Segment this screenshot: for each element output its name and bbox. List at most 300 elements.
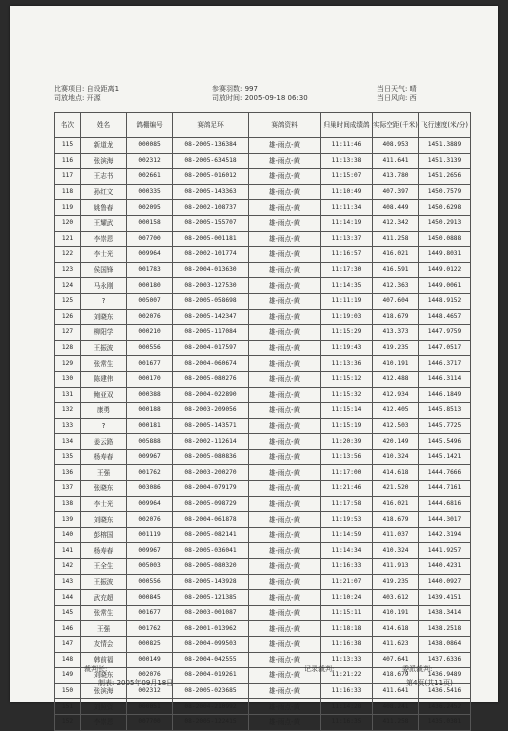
loft-id-cell: 000180 [127, 278, 173, 294]
arrival-time-cell: 11:10:24 [321, 590, 373, 606]
weather-value: 晴 [409, 85, 417, 93]
distance-cell: 420.149 [373, 434, 419, 450]
table-row [55, 418, 471, 434]
name-cell: 彭榕国 [81, 527, 127, 543]
rank-cell: 150 [55, 683, 81, 699]
distance-cell: 411.037 [373, 527, 419, 543]
speed-cell: 1436.9489 [419, 668, 471, 684]
table-row [55, 714, 471, 730]
table-row [55, 512, 471, 528]
speed-cell: 1450.0888 [419, 231, 471, 247]
loft-id-cell: 000335 [127, 184, 173, 200]
table-row [55, 403, 471, 419]
ring-cell: 08-2005-143928 [173, 574, 249, 590]
bird-info-cell: 雄-雨点-黄 [249, 153, 321, 169]
distance-cell: 413.373 [373, 325, 419, 341]
made-by [98, 678, 173, 688]
rank-cell: 152 [55, 714, 81, 730]
bird-info-cell: 雄-雨点-黄 [249, 325, 321, 341]
loft-id-cell: 000170 [127, 371, 173, 387]
bird-info-cell: 雄-雨点-黄 [249, 293, 321, 309]
arrival-time-cell: 11:15:07 [321, 169, 373, 185]
rank-cell: 149 [55, 668, 81, 684]
loft-id-cell: 000210 [127, 325, 173, 341]
ring-cell: 08-2002-112614 [173, 434, 249, 450]
loft-id-cell: 001762 [127, 621, 173, 637]
table-row [55, 699, 471, 715]
bird-info-cell: 雄-雨点-黄 [249, 403, 321, 419]
rank-cell: 136 [55, 465, 81, 481]
event-value: 自设距离1 [86, 85, 120, 93]
rank-cell: 133 [55, 418, 81, 434]
arrival-time-cell: 11:16:33 [321, 683, 373, 699]
table-row [55, 138, 471, 154]
name-cell: 杨寿春 [81, 543, 127, 559]
bird-info-cell: 雄-雨点-黄 [249, 434, 321, 450]
rank-cell: 137 [55, 481, 81, 497]
distance-cell: 412.488 [373, 371, 419, 387]
distance-cell: 410.191 [373, 605, 419, 621]
ring-cell: 08-2005-122415 [173, 714, 249, 730]
distance-cell: 414.618 [373, 621, 419, 637]
release-place-label: 司放地点: [54, 94, 85, 102]
loft-id-cell: 000181 [127, 418, 173, 434]
ring-cell: 08-2002-101774 [173, 247, 249, 263]
name-cell: 刘照资 [81, 699, 127, 715]
rank-cell: 148 [55, 652, 81, 668]
ring-cell: 08-2005-001181 [173, 231, 249, 247]
name-cell: 李崇恩 [81, 231, 127, 247]
arrival-time-cell: 11:11:46 [321, 138, 373, 154]
arrival-time-cell: 11:15:29 [321, 325, 373, 341]
ring-cell: 08-2005-080836 [173, 449, 249, 465]
arrival-time-cell: 11:20:39 [321, 434, 373, 450]
column-header: 赛鸽资料 [249, 113, 321, 138]
rank-cell: 119 [55, 200, 81, 216]
speed-cell: 1449.0061 [419, 278, 471, 294]
ring-cell: 08-2003-200270 [173, 465, 249, 481]
arrival-time-cell: 11:13:56 [321, 449, 373, 465]
column-header: 姓名 [81, 113, 127, 138]
table-row [55, 496, 471, 512]
rank-cell: 120 [55, 215, 81, 231]
ring-cell: 08-2005-082141 [173, 527, 249, 543]
speed-cell: 1445.5496 [419, 434, 471, 450]
loft-id-cell: 000051 [127, 699, 173, 715]
name-cell: 陈建伟 [81, 371, 127, 387]
speed-cell: 1444.7161 [419, 481, 471, 497]
table-body [55, 138, 471, 731]
ring-cell: 08-2005-136384 [173, 138, 249, 154]
results-sheet [10, 6, 498, 727]
bird-info-cell: 雄-雨点-黄 [249, 449, 321, 465]
name-cell: 王振波 [81, 574, 127, 590]
distance-cell: 412.363 [373, 278, 419, 294]
arrival-time-cell: 11:17:58 [321, 496, 373, 512]
speed-cell: 1436.2452 [419, 699, 471, 715]
speed-cell: 1448.4657 [419, 309, 471, 325]
rank-cell: 142 [55, 559, 81, 575]
ring-cell: 08-2005-023685 [173, 683, 249, 699]
ring-cell: 08-2004-061878 [173, 512, 249, 528]
ring-cell: 08-2004-210992 [173, 699, 249, 715]
name-cell: 刘晓东 [81, 512, 127, 528]
arrival-time-cell: 11:19:03 [321, 309, 373, 325]
loft-id-cell: 002076 [127, 512, 173, 528]
table-row [55, 574, 471, 590]
rank-cell: 134 [55, 434, 81, 450]
speed-cell: 1440.0927 [419, 574, 471, 590]
table-row [55, 325, 471, 341]
rank-cell: 141 [55, 543, 81, 559]
table-row [55, 605, 471, 621]
name-cell: 杨寿春 [81, 449, 127, 465]
speed-cell: 1444.3017 [419, 512, 471, 528]
distance-cell: 411.258 [373, 714, 419, 730]
table-row [55, 293, 471, 309]
name-cell: 张常生 [81, 605, 127, 621]
arrival-time-cell: 11:19:53 [321, 512, 373, 528]
ring-cell: 08-2005-142347 [173, 309, 249, 325]
name-cell: 孙红文 [81, 184, 127, 200]
loft-id-cell: 009964 [127, 247, 173, 263]
name-cell: 张滨海 [81, 683, 127, 699]
loft-id-cell: 000158 [127, 215, 173, 231]
ring-cell: 08-2005-058698 [173, 293, 249, 309]
loft-id-cell: 005007 [127, 293, 173, 309]
release-time-value: 2005-09-18 06:30 [244, 94, 308, 102]
table-row [55, 215, 471, 231]
loft-id-cell: 000845 [127, 590, 173, 606]
arrival-time-cell: 11:16:35 [321, 714, 373, 730]
table-row [55, 309, 471, 325]
speed-cell: 1435.0381 [419, 714, 471, 730]
ring-cell: 08-2005-117084 [173, 325, 249, 341]
table-row [55, 543, 471, 559]
speed-cell: 1441.9257 [419, 543, 471, 559]
release-time-label: 司放时间: [212, 94, 243, 102]
distance-cell: 418.679 [373, 512, 419, 528]
rank-cell: 123 [55, 262, 81, 278]
loft-id-cell: 000388 [127, 387, 173, 403]
name-cell: 张晓东 [81, 481, 127, 497]
column-header: 归巢时间成绩鸽 [321, 113, 373, 138]
arrival-time-cell: 11:17:00 [321, 465, 373, 481]
arrival-time-cell: 11:15:32 [321, 387, 373, 403]
bird-info-cell: 雄-雨点-黄 [249, 652, 321, 668]
arrival-time-cell: 11:13:38 [321, 153, 373, 169]
ring-cell: 08-2004-013630 [173, 262, 249, 278]
bird-info-cell: 雄-雨点-黄 [249, 465, 321, 481]
name-cell: 友情会 [81, 637, 127, 653]
bird-info-cell: 雄-雨点-黄 [249, 340, 321, 356]
name-cell: 王志书 [81, 169, 127, 185]
distance-cell: 410.191 [373, 356, 419, 372]
bird-info-cell: 雄-雨点-黄 [249, 200, 321, 216]
table-row [55, 559, 471, 575]
distance-cell: 403.612 [373, 590, 419, 606]
name-cell: 马永刚 [81, 278, 127, 294]
table-row [55, 200, 471, 216]
speed-cell: 1445.1421 [419, 449, 471, 465]
name-cell: 张滨海 [81, 153, 127, 169]
rank-cell: 151 [55, 699, 81, 715]
rank-cell: 125 [55, 293, 81, 309]
rank-cell: 147 [55, 637, 81, 653]
table-row [55, 387, 471, 403]
distance-cell: 412.934 [373, 387, 419, 403]
ring-cell: 08-2003-001087 [173, 605, 249, 621]
arrival-time-cell: 11:15:11 [321, 605, 373, 621]
speed-cell: 1451.2656 [419, 169, 471, 185]
arrival-time-cell: 11:13:36 [321, 356, 373, 372]
distance-cell: 411.258 [373, 231, 419, 247]
ring-cell: 08-2004-022890 [173, 387, 249, 403]
distance-cell: 410.324 [373, 449, 419, 465]
bird-info-cell: 雄-雨点-黄 [249, 543, 321, 559]
ring-cell: 08-2002-108737 [173, 200, 249, 216]
distance-cell: 407.641 [373, 652, 419, 668]
table-row [55, 356, 471, 372]
results-table [54, 112, 471, 731]
arrival-time-cell: 11:21:22 [321, 668, 373, 684]
bird-info-cell: 雄-雨点-黄 [249, 637, 321, 653]
column-header: 赛鸽足环 [173, 113, 249, 138]
event-label: 比赛项目: [54, 85, 85, 93]
table-row [55, 184, 471, 200]
bird-info-cell: 雄-雨点-黄 [249, 527, 321, 543]
distance-cell: 408.241 [373, 699, 419, 715]
rank-cell: 143 [55, 574, 81, 590]
rank-cell: 131 [55, 387, 81, 403]
name-cell: 王强 [81, 465, 127, 481]
loft-id-cell: 009964 [127, 496, 173, 512]
arrival-time-cell: 11:15:12 [321, 371, 373, 387]
name-cell: 新道龙 [81, 138, 127, 154]
loft-id-cell: 007700 [127, 714, 173, 730]
loft-id-cell: 002661 [127, 169, 173, 185]
loft-id-cell: 000085 [127, 138, 173, 154]
ring-cell: 08-2005-036041 [173, 543, 249, 559]
loft-id-cell: 002076 [127, 668, 173, 684]
table-row [55, 169, 471, 185]
distance-cell: 408.953 [373, 138, 419, 154]
made-label: 制表: [98, 679, 115, 687]
speed-cell: 1447.0517 [419, 340, 471, 356]
speed-cell: 1440.4231 [419, 559, 471, 575]
rank-cell: 118 [55, 184, 81, 200]
speed-cell: 1445.8513 [419, 403, 471, 419]
distance-cell: 411.623 [373, 637, 419, 653]
bird-info-cell: 雄-雨点-黄 [249, 512, 321, 528]
speed-cell: 1448.9152 [419, 293, 471, 309]
name-cell: 李崇恩 [81, 714, 127, 730]
rank-cell: 130 [55, 371, 81, 387]
distance-cell: 416.021 [373, 247, 419, 263]
arrival-time-cell: 11:21:46 [321, 481, 373, 497]
page-number: 第4页(共11页) [406, 679, 453, 687]
bird-info-cell: 雄-雨点-黄 [249, 262, 321, 278]
rank-cell: 135 [55, 449, 81, 465]
loft-id-cell: 002312 [127, 683, 173, 699]
distance-cell: 418.679 [373, 309, 419, 325]
table-row [55, 153, 471, 169]
bird-info-cell: 雄-雨点-黄 [249, 184, 321, 200]
bird-info-cell: 雄-雨点-黄 [249, 278, 321, 294]
speed-cell: 1450.2913 [419, 215, 471, 231]
arrival-time-cell: 11:18:18 [321, 621, 373, 637]
ring-cell: 08-2005-080320 [173, 559, 249, 575]
bird-info-cell: 雄-雨点-黄 [249, 356, 321, 372]
ring-cell: 08-2004-060674 [173, 356, 249, 372]
distance-cell: 407.397 [373, 184, 419, 200]
speed-cell: 1449.8031 [419, 247, 471, 263]
table-row [55, 527, 471, 543]
speed-cell: 1438.3414 [419, 605, 471, 621]
arrival-time-cell: 11:16:38 [321, 637, 373, 653]
arrival-time-cell: 11:16:33 [321, 559, 373, 575]
distance-cell: 412.503 [373, 418, 419, 434]
arrival-time-cell: 11:14:34 [321, 543, 373, 559]
loft-id-cell: 001677 [127, 605, 173, 621]
bird-info-cell: 雄-雨点-黄 [249, 714, 321, 730]
ring-cell: 08-2005-143363 [173, 184, 249, 200]
loft-id-cell: 000556 [127, 574, 173, 590]
bird-info-cell: 雄-雨点-黄 [249, 418, 321, 434]
loft-id-cell: 001119 [127, 527, 173, 543]
bird-info-cell: 雄-雨点-黄 [249, 371, 321, 387]
name-cell: 武充超 [81, 590, 127, 606]
table-row [55, 481, 471, 497]
loft-id-cell: 009967 [127, 543, 173, 559]
arrival-time-cell: 11:11:34 [321, 200, 373, 216]
name-cell: 柳阳学 [81, 325, 127, 341]
participants-value: 997 [244, 85, 258, 93]
distance-cell: 419.235 [373, 340, 419, 356]
name-cell: 张常生 [81, 356, 127, 372]
ring-cell: 08-2005-155707 [173, 215, 249, 231]
speed-cell: 1438.2518 [419, 621, 471, 637]
name-cell: 王耀武 [81, 215, 127, 231]
ring-cell: 08-2005-143571 [173, 418, 249, 434]
ring-cell: 08-2004-099503 [173, 637, 249, 653]
loft-id-cell: 003086 [127, 481, 173, 497]
committee-judge-label: 委派裁判: [402, 665, 433, 673]
arrival-time-cell: 11:19:43 [321, 340, 373, 356]
speed-cell: 1447.9759 [419, 325, 471, 341]
ring-cell: 08-2004-079179 [173, 481, 249, 497]
ring-cell: 08-2004-017597 [173, 340, 249, 356]
distance-cell: 416.021 [373, 496, 419, 512]
name-cell: 姚鲁春 [81, 200, 127, 216]
bird-info-cell: 雄-雨点-黄 [249, 621, 321, 637]
rank-cell: 116 [55, 153, 81, 169]
weather-label: 当日天气: [377, 85, 408, 93]
ring-cell: 08-2004-019261 [173, 668, 249, 684]
name-cell: 王强 [81, 621, 127, 637]
name-cell: 韩前福 [81, 652, 127, 668]
distance-cell: 413.780 [373, 169, 419, 185]
bird-info-cell: 雄-雨点-黄 [249, 309, 321, 325]
speed-cell: 1446.3114 [419, 371, 471, 387]
name-cell: ? [81, 418, 127, 434]
column-header: 名次 [55, 113, 81, 138]
wind-value: 西 [409, 94, 417, 102]
loft-id-cell: 005888 [127, 434, 173, 450]
distance-cell: 411.913 [373, 559, 419, 575]
ring-cell: 08-2005-098729 [173, 496, 249, 512]
arrival-time-cell: 11:14:19 [321, 215, 373, 231]
rank-cell: 115 [55, 138, 81, 154]
table-row [55, 371, 471, 387]
bird-info-cell: 雄-雨点-黄 [249, 387, 321, 403]
wind-label: 当日风向: [377, 94, 408, 102]
name-cell: ? [81, 293, 127, 309]
loft-id-cell: 000825 [127, 637, 173, 653]
table-row [55, 278, 471, 294]
speed-cell: 1451.3139 [419, 153, 471, 169]
table-row [55, 231, 471, 247]
column-header: 飞行速度(米/分) [419, 113, 471, 138]
name-cell: 刘晓东 [81, 668, 127, 684]
bird-info-cell: 雄-雨点-黄 [249, 683, 321, 699]
loft-id-cell: 005003 [127, 559, 173, 575]
bird-info-cell: 雄-雨点-黄 [249, 481, 321, 497]
loft-id-cell: 001762 [127, 465, 173, 481]
speed-cell: 1442.3194 [419, 527, 471, 543]
arrival-time-cell: 11:15:14 [321, 403, 373, 419]
name-cell: 康勇 [81, 403, 127, 419]
column-header: 鸽棚编号 [127, 113, 173, 138]
bird-info-cell: 雄-雨点-黄 [249, 590, 321, 606]
bird-info-cell: 雄-雨点-黄 [249, 169, 321, 185]
name-cell: 李士光 [81, 247, 127, 263]
speed-cell: 1439.4151 [419, 590, 471, 606]
speed-cell: 1437.6336 [419, 652, 471, 668]
arrival-time-cell: 11:15:19 [321, 418, 373, 434]
rank-cell: 124 [55, 278, 81, 294]
arrival-time-cell: 11:13:37 [321, 231, 373, 247]
ring-cell: 08-2001-013962 [173, 621, 249, 637]
bird-info-cell: 雄-雨点-黄 [249, 496, 321, 512]
table-row [55, 247, 471, 263]
loft-id-cell: 000556 [127, 340, 173, 356]
rank-cell: 122 [55, 247, 81, 263]
table-row [55, 637, 471, 653]
distance-cell: 414.618 [373, 465, 419, 481]
name-cell: 侯国锋 [81, 262, 127, 278]
ring-cell: 08-2005-634518 [173, 153, 249, 169]
bird-info-cell: 雄-雨点-黄 [249, 231, 321, 247]
rank-cell: 140 [55, 527, 81, 543]
speed-cell: 1449.0122 [419, 262, 471, 278]
distance-cell: 410.324 [373, 543, 419, 559]
meta-row-release [54, 93, 477, 103]
table-row [55, 590, 471, 606]
speed-cell: 1444.7666 [419, 465, 471, 481]
table-row [55, 465, 471, 481]
distance-cell: 412.342 [373, 215, 419, 231]
ring-cell: 08-2003-209056 [173, 403, 249, 419]
loft-id-cell: 002076 [127, 309, 173, 325]
bird-info-cell: 雄-雨点-黄 [249, 559, 321, 575]
rank-cell: 126 [55, 309, 81, 325]
speed-cell: 1451.3889 [419, 138, 471, 154]
arrival-time-cell: 11:13:33 [321, 652, 373, 668]
speed-cell: 1446.1849 [419, 387, 471, 403]
distance-cell: 421.520 [373, 481, 419, 497]
rank-cell: 139 [55, 512, 81, 528]
